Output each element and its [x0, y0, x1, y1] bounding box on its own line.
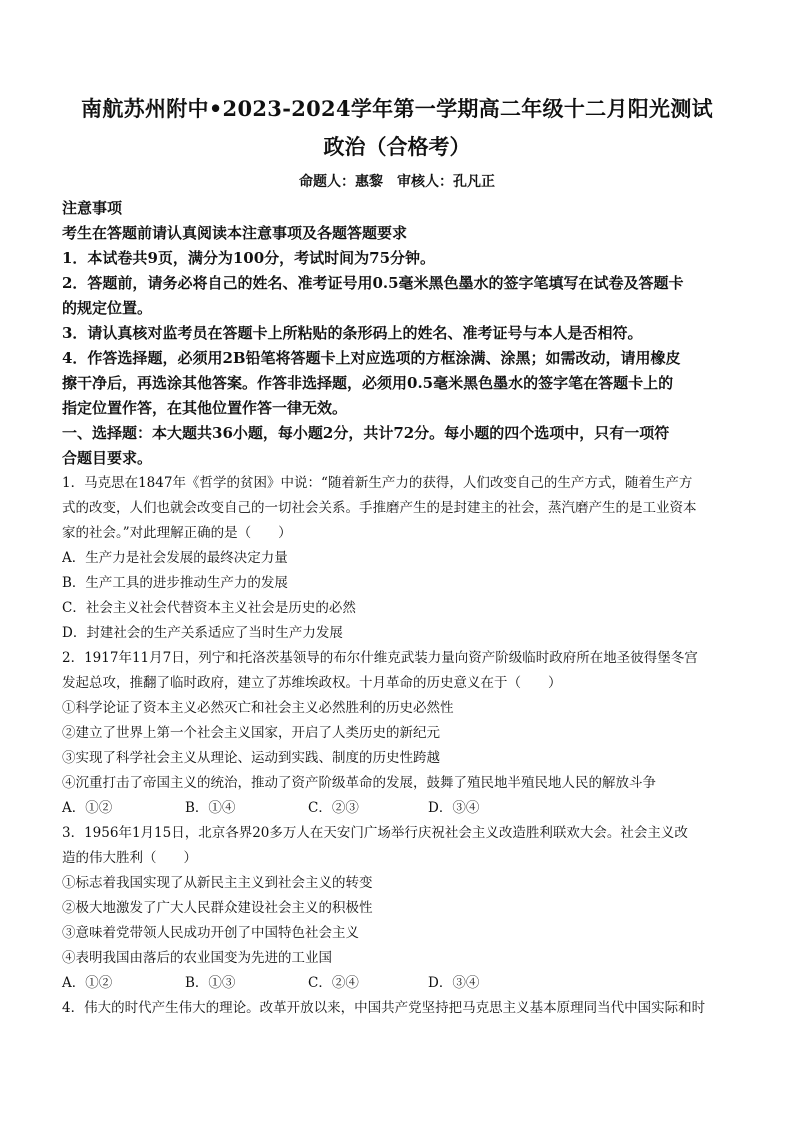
- notice-line: 的规定位置。: [62, 299, 153, 317]
- question-2-item: ②建立了世界上第一个社会主义国家，开启了人类历史的新纪元: [62, 725, 440, 741]
- question-1-text: 式的改变，人们也就会改变自己的一切社会关系。手推磨产生的是封建主的社会，蒸汽磨产生的是工业资本: [62, 500, 697, 516]
- question-2-item: ①科学论证了资本主义必然灭亡和社会主义必然胜利的历史必然性: [62, 700, 454, 716]
- question-4-text: 4．伟大的时代产生伟大的理论。改革开放以来，中国共产党坚持把马克思主义基本原理同当代中国实际和时: [62, 1000, 706, 1016]
- question-1-text: 1．马克思在1847年《哲学的贫困》中说：“随着新生产力的获得，人们改变自己的生产方式，随着生产方: [62, 475, 693, 491]
- question-2-choice-c: C．②③: [308, 800, 359, 816]
- question-1-option-b: B．生产工具的进步推动生产力的发展: [62, 575, 288, 591]
- question-3-text: 造的伟大胜利（ ）: [62, 850, 197, 866]
- question-3-item: ③意味着党带领人民成功开创了中国特色社会主义: [62, 925, 359, 941]
- notice-line: 擦干净后，再选涂其他答案。作答非选择题，必须用0.5毫米黑色墨水的签字笔在答题卡上的: [62, 374, 674, 392]
- question-2-choice-a: A．①②: [62, 800, 113, 816]
- notice-line: 指定位置作答，在其他位置作答一律无效。: [62, 399, 348, 417]
- exam-body: [62, 196, 738, 1021]
- question-1-option-c: C．社会主义社会代替资本主义社会是历史的必然: [62, 600, 356, 616]
- question-3-item: ①标志着我国实现了从新民主主义到社会主义的转变: [62, 875, 373, 891]
- question-3-item: ②极大地激发了广大人民群众建设社会主义的积极性: [62, 900, 373, 916]
- question-2-item: ③实现了科学社会主义从理论、运动到实践、制度的历史性跨越: [62, 750, 440, 766]
- question-3-item: ④表明我国由落后的农业国变为先进的工业国: [62, 950, 332, 966]
- notice-heading: 注意事项: [62, 199, 123, 217]
- question-3-choices: [62, 971, 738, 996]
- question-2-text: 2．1917年11月7日，列宁和托洛茨基领导的布尔什维克武装力量向资产阶级临时政府所在地圣彼得堡冬宫: [62, 650, 698, 666]
- question-2-item: ④沉重打击了帝国主义的统治，推动了资产阶级革命的发展，鼓舞了殖民地半殖民地人民的解放斗争: [62, 775, 656, 791]
- question-1-option-d: D．封建社会的生产关系适应了当时生产力发展: [62, 625, 343, 641]
- exam-subtitle: 政治（合格考）: [323, 134, 471, 159]
- question-3-choice-c: C．②④: [308, 975, 359, 991]
- notice-line: 4．作答选择题，必须用2B铅笔将答题卡上对应选项的方框涂满、涂黑；如需改动，请用橡皮: [62, 349, 681, 367]
- question-1-text: 家的社会。”对此理解正确的是（ ）: [62, 525, 292, 541]
- notice-intro: 考生在答题前请认真阅读本注意事项及各题答题要求: [62, 224, 408, 242]
- notice-line: 1．本试卷共9页，满分为100分，考试时间为75分钟。: [62, 249, 436, 267]
- question-2-choice-d: D．③④: [428, 800, 480, 816]
- question-3-choice-a: A．①②: [62, 975, 113, 991]
- section-heading: 合题目要求。: [62, 449, 153, 467]
- section-heading: 一、选择题：本大题共36小题，每小题2分，共计72分。每小题的四个选项中，只有一项符: [62, 424, 670, 442]
- question-2-text: 发起总攻，推翻了临时政府，建立了苏维埃政权。十月革命的历史意义在于（ ）: [62, 675, 562, 691]
- question-1-option-a: A．生产力是社会发展的最终决定力量: [62, 550, 288, 566]
- question-2-choices: [62, 796, 738, 821]
- notice-line: 3．请认真核对监考员在答题卡上所粘贴的条形码上的姓名、准考证号与本人是否相符。: [62, 324, 643, 342]
- question-3-choice-d: D．③④: [428, 975, 480, 991]
- exam-title: 南航苏州附中•2023-2024学年第一学期高二年级十二月阳光测试: [81, 96, 713, 121]
- question-3-choice-b: B．①③: [185, 975, 236, 991]
- exam-authors: 命题人：惠黎 审核人：孔凡正: [299, 174, 495, 190]
- question-2-choice-b: B．①④: [185, 800, 236, 816]
- question-3-text: 3．1956年1月15日，北京各界20多万人在天安门广场举行庆祝社会主义改造胜利联欢大会。社会主义改: [62, 825, 688, 841]
- notice-line: 2．答题前，请务必将自己的姓名、准考证号用0.5毫米黑色墨水的签字笔填写在试卷及答题卡: [62, 274, 684, 292]
